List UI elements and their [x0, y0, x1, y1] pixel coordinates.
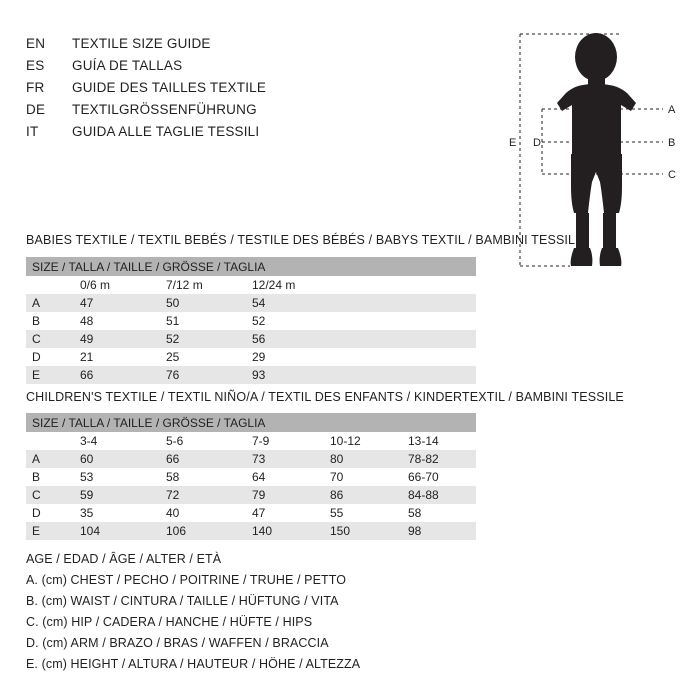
table-cell: 150: [324, 522, 402, 540]
row-label: B: [26, 468, 74, 486]
table-cell: 66: [74, 366, 160, 384]
table-cell: 52: [160, 330, 246, 348]
table-row: [26, 468, 476, 486]
table-cell: [356, 312, 476, 330]
row-label: A: [26, 450, 74, 468]
table-cell: 51: [160, 312, 246, 330]
table-cell: 86: [324, 486, 402, 504]
table-cell: 104: [74, 522, 160, 540]
legend-item: E. (cm) HEIGHT / ALTURA / HAUTEUR / HÖHE / ALTEZZA: [26, 657, 361, 671]
child-silhouette-icon: [557, 33, 636, 266]
table-cell: [26, 276, 74, 294]
table-column-row: [26, 432, 476, 450]
table-cell: 66: [160, 450, 246, 468]
table-cell: [26, 432, 74, 450]
table-cell: 40: [160, 504, 246, 522]
language-code: EN: [26, 36, 46, 51]
figure-label-c: C: [668, 169, 676, 181]
table-cell: 48: [74, 312, 160, 330]
column-header: 5-6: [160, 432, 246, 450]
language-row: [26, 80, 496, 102]
row-label: C: [26, 330, 74, 348]
table-cell: 56: [246, 330, 356, 348]
column-header: 12/24 m: [246, 276, 356, 294]
table-cell: 70: [324, 468, 402, 486]
table-cell: 35: [74, 504, 160, 522]
table-header-label: SIZE / TALLA / TAILLE / GRÖSSE / TAGLIA: [26, 257, 476, 276]
row-label: D: [26, 504, 74, 522]
legend-item: D. (cm) ARM / BRAZO / BRAS / WAFFEN / BRACCIA: [26, 636, 329, 650]
language-text: GUÍA DE TALLAS: [72, 58, 183, 73]
language-code: DE: [26, 102, 46, 117]
table-cell: 49: [74, 330, 160, 348]
column-header: 10-12: [324, 432, 402, 450]
babies-size-table: [26, 257, 476, 384]
table-cell: 21: [74, 348, 160, 366]
table-cell: 58: [160, 468, 246, 486]
table-cell: 72: [160, 486, 246, 504]
table-row: [26, 522, 476, 540]
table-cell: 80: [324, 450, 402, 468]
figure-label-b: B: [668, 137, 676, 149]
table-cell: 50: [160, 294, 246, 312]
language-row: [26, 36, 496, 58]
language-list: [26, 36, 496, 146]
table-cell: 47: [246, 504, 324, 522]
table-cell: [356, 294, 476, 312]
table-cell: [356, 366, 476, 384]
table-header-label: SIZE / TALLA / TAILLE / GRÖSSE / TAGLIA: [26, 413, 476, 432]
table-cell: [356, 330, 476, 348]
table-cell: 60: [74, 450, 160, 468]
table-cell: 76: [160, 366, 246, 384]
table-cell: 78-82: [402, 450, 476, 468]
language-row: [26, 58, 496, 80]
row-label: B: [26, 312, 74, 330]
table-cell: 93: [246, 366, 356, 384]
column-header: 3-4: [74, 432, 160, 450]
table-cell: [356, 276, 476, 294]
children-size-table: [26, 413, 476, 540]
language-text: TEXTILE SIZE GUIDE: [72, 36, 211, 51]
table-cell: 59: [74, 486, 160, 504]
legend-list: [26, 552, 646, 678]
column-header: 0/6 m: [74, 276, 160, 294]
table-row: [26, 366, 476, 384]
children-section-title: CHILDREN'S TEXTILE / TEXTIL NIÑO/A / TEXTIL DES ENFANTS / KINDERTEXTIL / BAMBINI TESSILE: [26, 390, 624, 404]
language-row: [26, 124, 496, 146]
table-row: [26, 348, 476, 366]
figure-label-d: D: [533, 137, 541, 149]
language-text: TEXTILGRÖSSENFÜHRUNG: [72, 102, 257, 117]
table-cell: [356, 348, 476, 366]
table-header-row: [26, 413, 476, 432]
table-cell: 64: [246, 468, 324, 486]
legend-item: C. (cm) HIP / CADERA / HANCHE / HÜFTE / HIPS: [26, 615, 313, 629]
table-column-row: [26, 276, 476, 294]
language-code: ES: [26, 58, 45, 73]
legend-item: A. (cm) CHEST / PECHO / POITRINE / TRUHE / PETTO: [26, 573, 347, 587]
column-header: 7-9: [246, 432, 324, 450]
table-cell: 58: [402, 504, 476, 522]
language-row: [26, 102, 496, 124]
table-cell: 98: [402, 522, 476, 540]
figure-label-e: E: [509, 137, 517, 149]
table-cell: 54: [246, 294, 356, 312]
language-code: FR: [26, 80, 45, 95]
table-row: [26, 294, 476, 312]
table-cell: 55: [324, 504, 402, 522]
table-row: [26, 450, 476, 468]
row-label: C: [26, 486, 74, 504]
measurement-figure: [500, 26, 690, 286]
language-code: IT: [26, 124, 39, 139]
table-row: [26, 330, 476, 348]
table-cell: 140: [246, 522, 324, 540]
language-text: GUIDA ALLE TAGLIE TESSILI: [72, 124, 260, 139]
legend-item: AGE / EDAD / ÂGE / ALTER / ETÀ: [26, 552, 222, 566]
table-cell: 106: [160, 522, 246, 540]
table-cell: 52: [246, 312, 356, 330]
language-text: GUIDE DES TAILLES TEXTILE: [72, 80, 267, 95]
table-row: [26, 486, 476, 504]
table-header-row: [26, 257, 476, 276]
table-row: [26, 312, 476, 330]
row-label: D: [26, 348, 74, 366]
table-cell: 66-70: [402, 468, 476, 486]
figure-label-a: A: [668, 104, 676, 116]
column-header: 13-14: [402, 432, 476, 450]
row-label: E: [26, 522, 74, 540]
row-label: E: [26, 366, 74, 384]
table-cell: 73: [246, 450, 324, 468]
table-cell: 53: [74, 468, 160, 486]
table-cell: 25: [160, 348, 246, 366]
table-row: [26, 504, 476, 522]
column-header: 7/12 m: [160, 276, 246, 294]
table-cell: 79: [246, 486, 324, 504]
babies-section-title: BABIES TEXTILE / TEXTIL BEBÉS / TESTILE DES BÉBÉS / BABYS TEXTIL / BAMBINI TESSILE: [26, 233, 584, 247]
row-label: A: [26, 294, 74, 312]
table-cell: 84-88: [402, 486, 476, 504]
table-cell: 47: [74, 294, 160, 312]
legend-item: B. (cm) WAIST / CINTURA / TAILLE / HÜFTUNG / VITA: [26, 594, 339, 608]
table-cell: 29: [246, 348, 356, 366]
